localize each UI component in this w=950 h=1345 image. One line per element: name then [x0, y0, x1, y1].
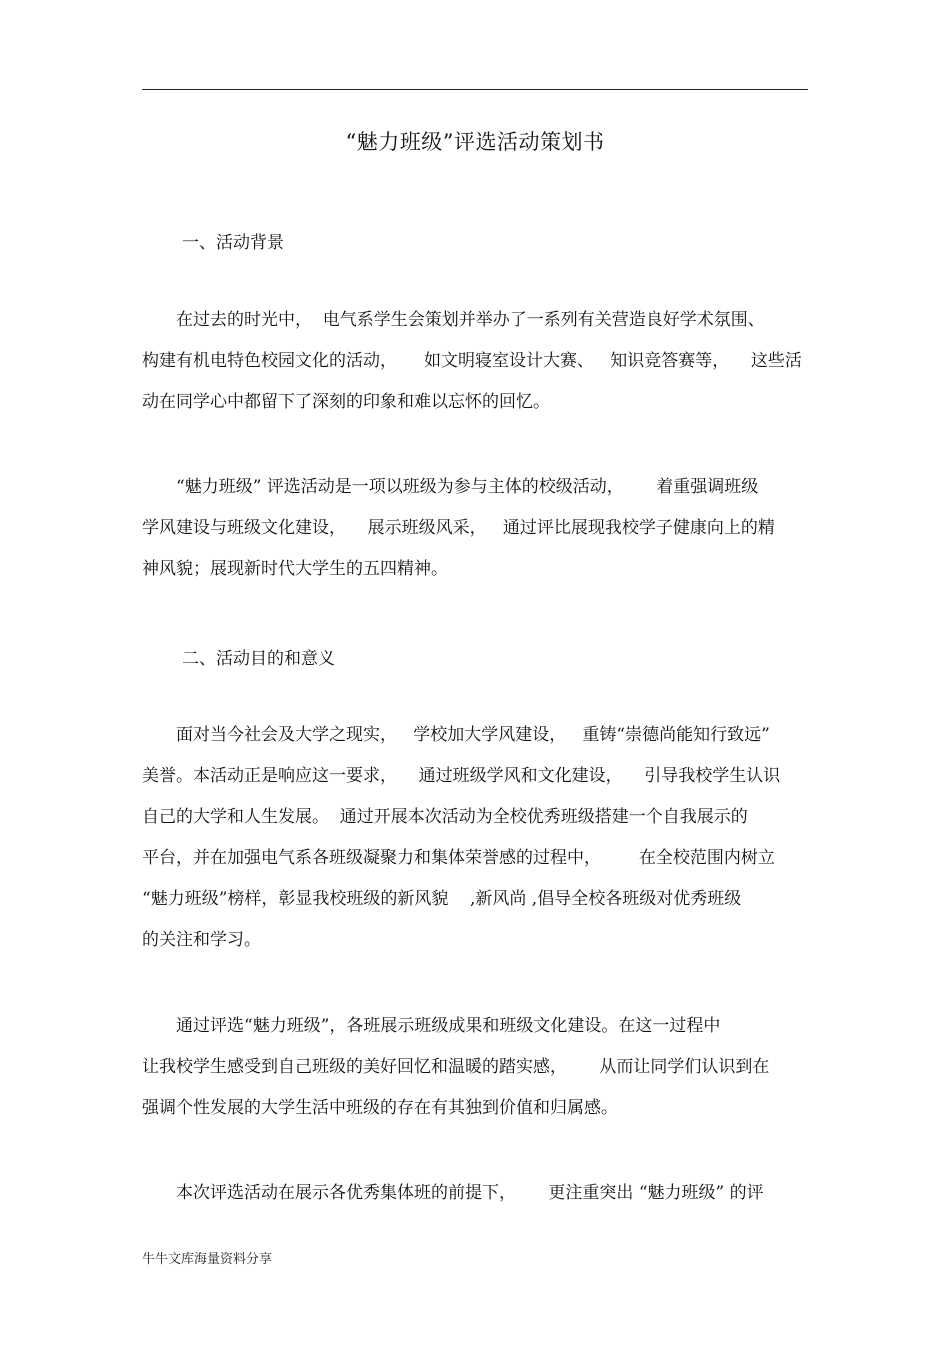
text-line: 通过评选“魅力班级”，各班展示班级成果和班级文化建设。在这一过程中	[142, 1016, 721, 1036]
text-line: 构建有机电特色校园文化的活动， 如文明寝室设计大赛、 知识竞答赛等， 这些活	[142, 351, 802, 371]
page-footer: 牛牛文库海量资料分享	[142, 1252, 273, 1267]
text-line: 在过去的时光中， 电气系学生会策划并举办了一系列有关营造良好学术氛围、	[142, 310, 765, 330]
section-heading-background: 一、活动背景	[182, 233, 284, 253]
text-line: 让我校学生感受到自己班级的美好回忆和温暖的踏实感， 从而让同学们认识到在	[142, 1057, 770, 1077]
text-line: 神风貌；展现新时代大学生的五四精神。	[142, 559, 448, 579]
paragraph-background-1	[142, 300, 812, 423]
paragraph-background-2	[142, 467, 812, 590]
text-line: 美誉。本活动正是响应这一要求， 通过班级学风和文化建设， 引导我校学生认识	[142, 766, 781, 786]
text-line: “魅力班级”榜样，彰显我校班级的新风貌 ,新风尚 ,倡导全校各班级对优秀班级	[142, 889, 742, 909]
text-line: 学风建设与班级文化建设， 展示班级风采， 通过评比展现我校学子健康向上的精	[142, 518, 775, 538]
paragraph-purpose-1	[142, 715, 812, 961]
text-line: 动在同学心中都留下了深刻的印象和难以忘怀的回忆。	[142, 392, 550, 412]
paragraph-purpose-3	[142, 1173, 812, 1214]
text-line: 自己的大学和人生发展。 通过开展本次活动为全校优秀班级搭建一个自我展示的	[142, 807, 748, 827]
text-line: “魅力班级” 评选活动是一项以班级为参与主体的校级活动， 着重强调班级	[142, 477, 759, 497]
paragraph-purpose-2	[142, 1006, 812, 1129]
text-line: 强调个性发展的大学生活中班级的存在有其独到价值和归属感。	[142, 1098, 618, 1118]
document-title: “魅力班级”评选活动策划书	[345, 130, 605, 154]
text-line: 本次评选活动在展示各优秀集体班的前提下， 更注重突出 “魅力班级” 的评	[142, 1183, 764, 1203]
text-line: 平台，并在加强电气系各班级凝聚力和集体荣誉感的过程中， 在全校范围内树立	[142, 848, 775, 868]
header-rule	[142, 89, 808, 90]
text-line: 面对当今社会及大学之现实， 学校加大学风建设， 重铸“崇德尚能知行致远”	[142, 725, 770, 745]
text-line: 的关注和学习。	[142, 930, 261, 950]
section-heading-purpose: 二、活动目的和意义	[182, 649, 335, 669]
